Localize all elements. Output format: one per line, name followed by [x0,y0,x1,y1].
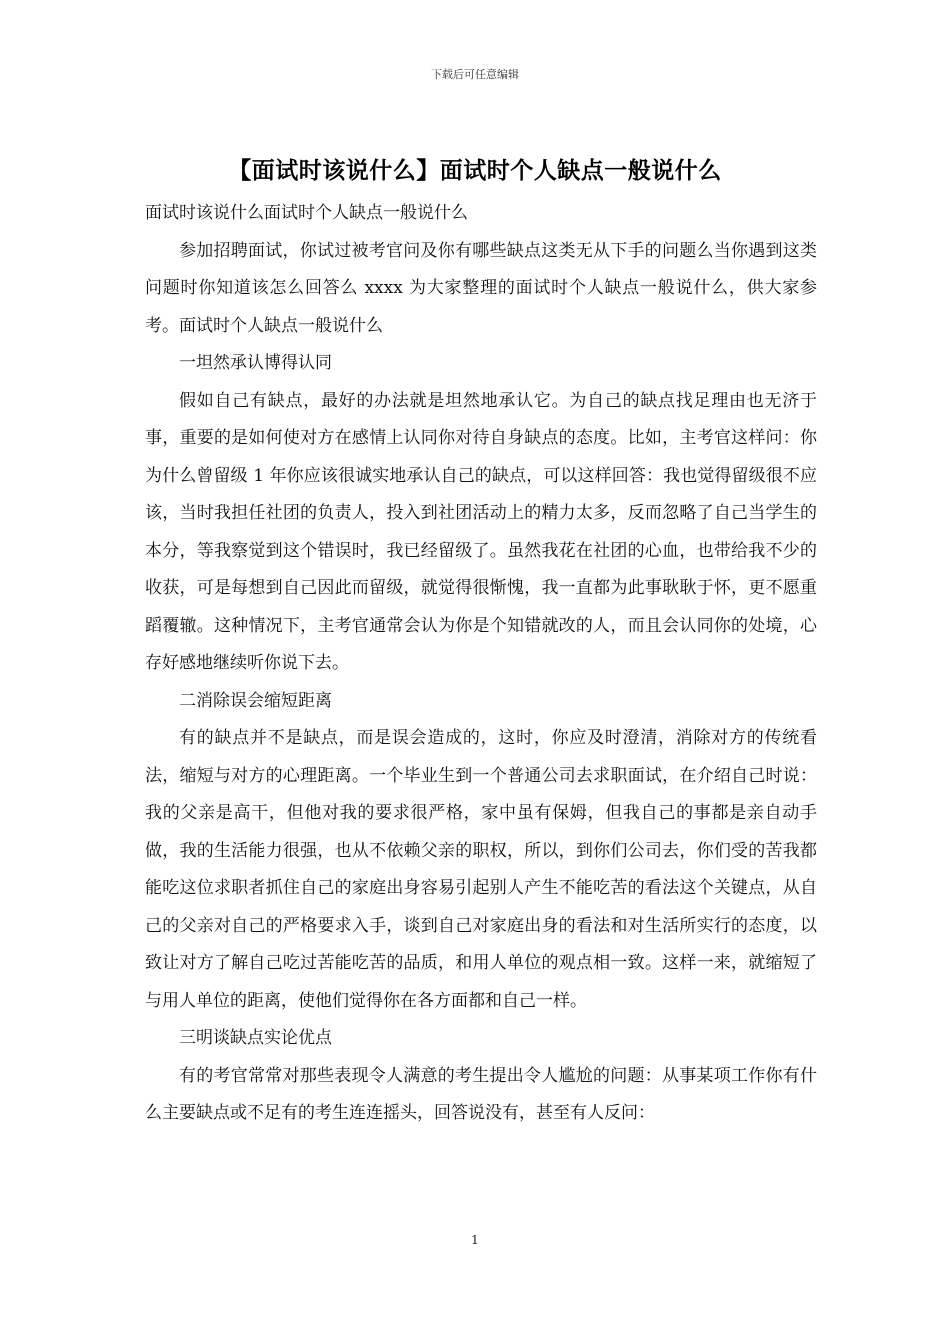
document-title: 【面试时该说什么】面试时个人缺点一般说什么 [228,158,722,184]
section-heading-1: 一坦然承认博得认同 [179,353,332,373]
paragraph-section-3: 有的考官常常对那些表现令人满意的考生提出令人尴尬的问题：从事某项工作你有什么主要缺点或不足有的考生连连摇头，回答说没有，甚至有人反问： [145,1065,817,1123]
page-number: 1 [471,1233,479,1247]
paragraph-section-1: 假如自己有缺点，最好的办法就是坦然地承认它。为自己的缺点找足理由也无济于事，重要的是如何使对方在感情上认同你对待自身缺点的态度。比如，主考官这样问：你为什么曾留级 1 年你应该很诚实地承认自己的缺点，可以这样回答：我也觉得留级很不应该，当时我担任社团的负责人，投入到社团活动上的精力太多，反而忽略了自己当学生的本分，等我察觉到这个错误时，我已经留级了。虽然我花在社团的心血，也带给我不少的收获，可是每想到自己因此而留级，就觉得很惭愧，我一直都为此事耿耿于怀，更不愿重蹈覆辙。这种情况下，主考官通常会认为你是个知错就改的人，而且会认同你的处境，心存好感地继续听你说下去。 [145,390,817,673]
paragraph-section-2: 有的缺点并不是缺点，而是误会造成的，这时，你应及时澄清，消除对方的传统看法，缩短与对方的心理距离。一个毕业生到一个普通公司去求职面试，在介绍自己时说：我的父亲是高干，但他对我的要求很严格，家中虽有保姆，但我自己的事都是亲自动手做，我的生活能力很强，也从不依赖父亲的职权，所以，到你们公司去，你们受的苦我都能吃这位求职者抓住自己的家庭出身容易引起别人产生不能吃苦的看法这个关键点，从自己的父亲对自己的严格要求入手，谈到自己对家庭出身的看法和对生活所实行的态度，以致让对方了解自己吃过苦能吃苦的品质，和用人单位的观点相一致。这样一来，就缩短了与用人单位的距离，使他们觉得你在各方面都和自己一样。 [145,728,817,1011]
header-note: 下载后可任意编辑 [431,68,519,81]
document-body [145,195,817,1133]
paragraph-intro: 参加招聘面试，你试过被考官问及你有哪些缺点这类无从下手的问题么当你遇到这类问题时你知道该怎么回答么 xxxx 为大家整理的面试时个人缺点一般说什么，供大家参考。面试时个人缺点一般说什么 [145,240,817,336]
document-subtitle: 面试时该说什么面试时个人缺点一般说什么 [145,203,468,223]
section-heading-2: 二消除误会缩短距离 [179,690,332,711]
section-heading-3: 三明谈缺点实论优点 [179,1028,332,1048]
